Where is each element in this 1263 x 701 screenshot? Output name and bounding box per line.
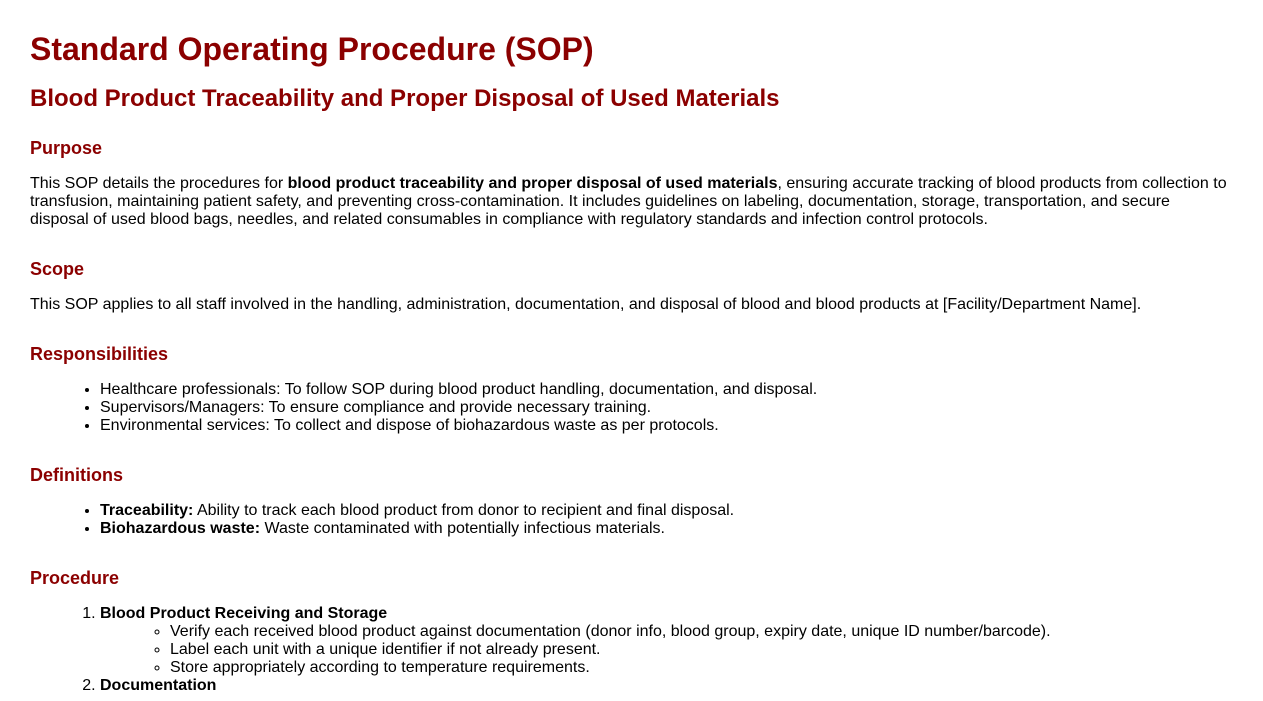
list-item [100,502,1233,520]
list-item: ◦ Store appropriately according to temperature requirements. [170,659,1233,677]
purpose-heading: Purpose [30,138,103,158]
page-subtitle: Blood Product Traceability and Proper Disposal of Used Materials [30,85,780,112]
scope-heading: Scope [30,259,85,279]
responsibilities-heading: Responsibilities [30,344,169,364]
list-item [100,520,1233,538]
purpose-text [30,175,1233,229]
definition-term: Biohazardous waste: [100,520,261,537]
page-title: Standard Operating Procedure (SOP) [30,31,594,67]
responsibilities-list [30,381,1233,435]
procedure-step [100,605,1233,677]
definitions-heading: Definitions [30,465,123,485]
step-title: Documentation [100,677,217,694]
definitions-list [30,502,1233,538]
procedure-heading: Procedure [30,568,120,588]
procedure-steps [30,605,1233,695]
definition-term: Traceability: [100,502,194,519]
purpose-text-bold: blood product traceability and proper disposal of used materials [287,175,778,192]
definition-text: Waste contaminated with potentially infectious materials. [260,520,665,537]
list-item: • Healthcare professionals: To follow SOP during blood product handling, documentation, and disposal. [100,381,1233,399]
step-title: Blood Product Receiving and Storage [100,605,388,622]
list-item: ◦ Verify each received blood product against documentation (donor info, blood group, expiry date, unique ID number/barcode). [170,623,1233,641]
purpose-text-before: This SOP details the procedures for [30,175,288,192]
scope-text: This SOP applies to all staff involved in the handling, administration, documentation, and disposal of blood and blood products at [Facility/Department Name]. [30,296,1142,313]
list-item: ◦ Label each unit with a unique identifier if not already present. [170,641,1233,659]
purpose-text-after: , ensuring accurate tracking of blood products from collection to transfusion, maintaining patient safety, and preventing cross-contamination. It includes guidelines on labeling, documentation, storage, transportation, and secure disposal of used blood bags, needles, and related consumables in compliance with regulatory standards and infection control protocols. [30,175,1227,228]
definition-text: Ability to track each blood product from donor to recipient and final disposal. [193,502,735,519]
list-item: • Environmental services: To collect and dispose of biohazardous waste as per protocols. [100,417,1233,435]
procedure-step [100,677,1233,695]
step-substeps [100,623,1233,677]
list-item: • Supervisors/Managers: To ensure compliance and provide necessary training. [100,399,1233,417]
